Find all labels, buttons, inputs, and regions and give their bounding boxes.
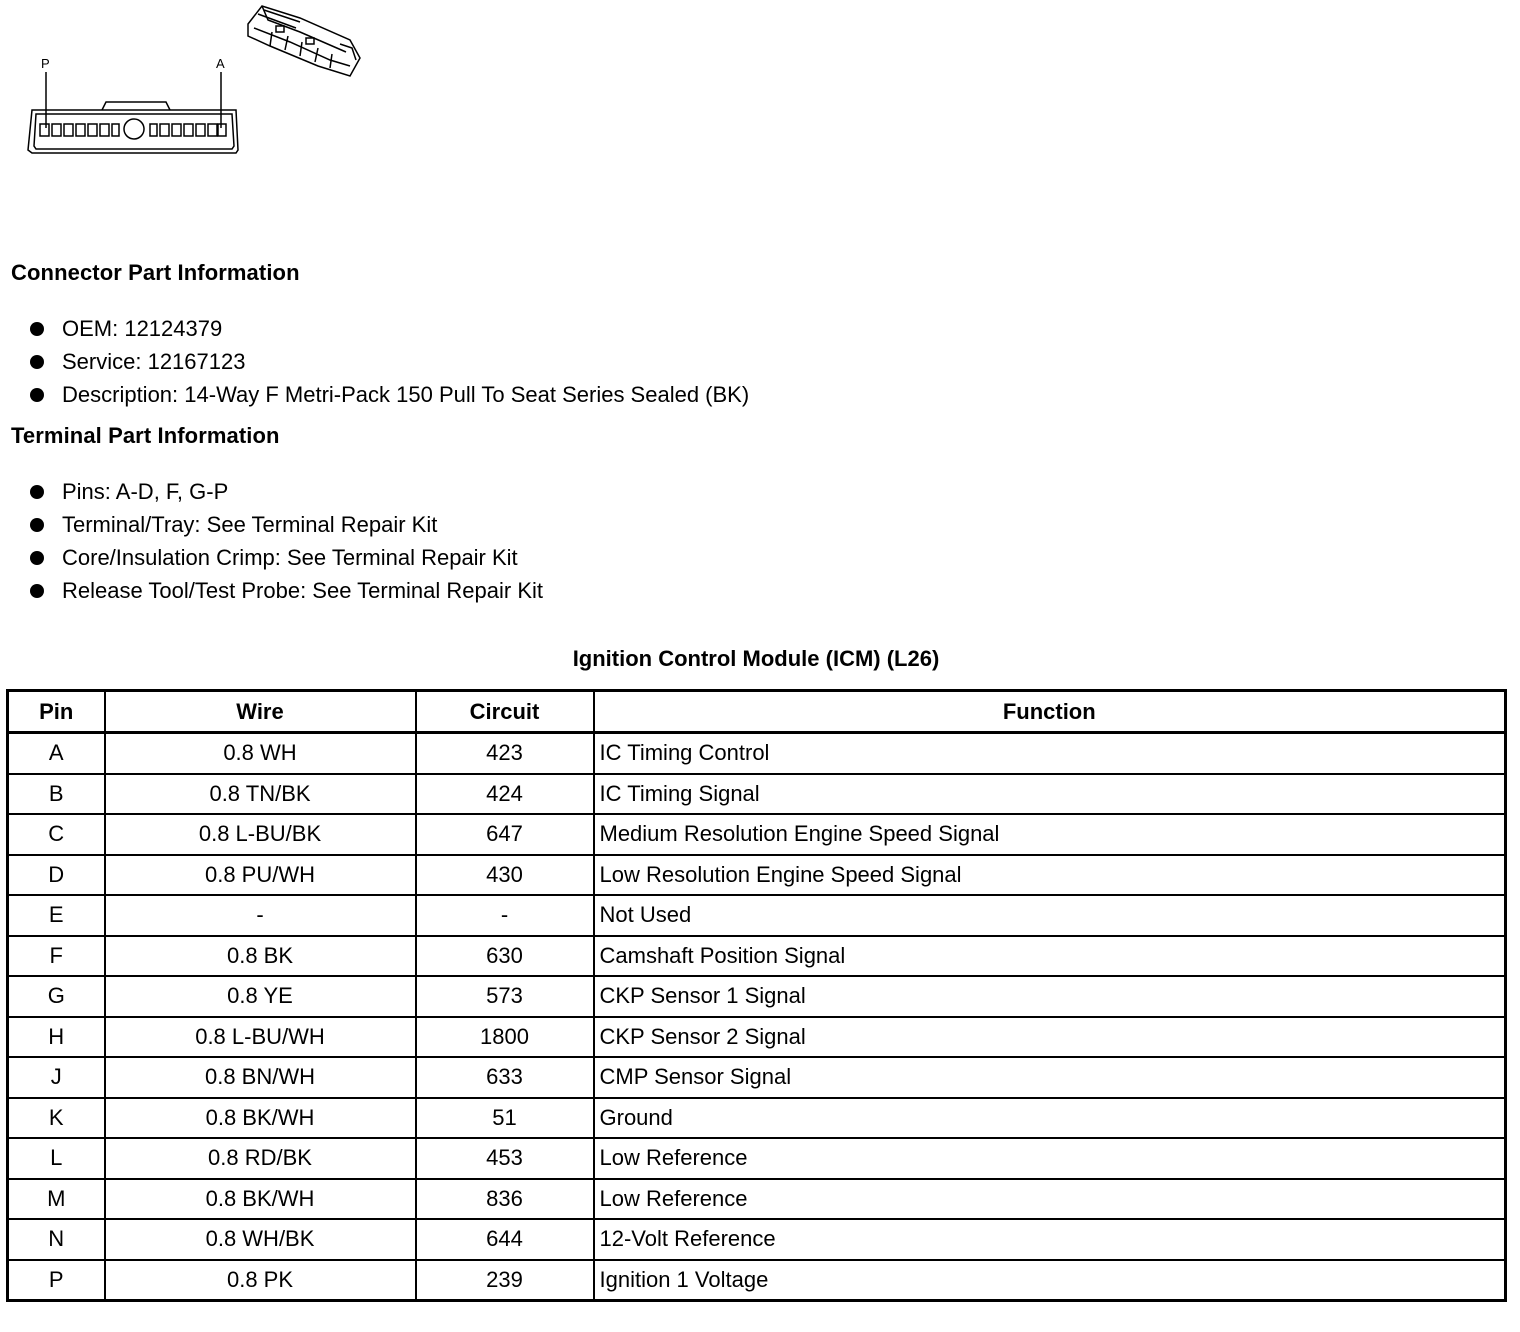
cell-wire: - — [105, 895, 416, 936]
table-row — [8, 855, 1506, 896]
cell-pin: N — [8, 1219, 105, 1260]
cell-pin: H — [8, 1017, 105, 1058]
header-circuit: Circuit — [416, 691, 594, 733]
table-row — [8, 1138, 1506, 1179]
table-row — [8, 814, 1506, 855]
cell-wire: 0.8 YE — [105, 976, 416, 1017]
table-row — [8, 936, 1506, 977]
list-item-text: Service: 12167123 — [62, 349, 246, 374]
cell-circuit: 1800 — [416, 1017, 594, 1058]
list-item-text: Description: 14-Way F Metri-Pack 150 Pull To Seat Series Sealed (BK) — [62, 382, 750, 407]
cell-pin: G — [8, 976, 105, 1017]
cell-circuit: 430 — [416, 855, 594, 896]
header-function: Function — [594, 691, 1506, 733]
list-item-text: OEM: 12124379 — [62, 316, 223, 341]
list-item-text: Release Tool/Test Probe: See Terminal Repair Kit — [62, 578, 543, 603]
cell-circuit: 573 — [416, 976, 594, 1017]
bullet-icon — [30, 551, 44, 565]
cell-wire: 0.8 BN/WH — [105, 1057, 416, 1098]
cell-pin: E — [8, 895, 105, 936]
connector-part-heading: Connector Part Information — [11, 260, 300, 285]
table-row — [8, 1098, 1506, 1139]
cell-function: CKP Sensor 2 Signal — [594, 1017, 1506, 1058]
cell-wire: 0.8 BK/WH — [105, 1179, 416, 1220]
cell-circuit: 644 — [416, 1219, 594, 1260]
cell-pin: D — [8, 855, 105, 896]
cell-function: Low Resolution Engine Speed Signal — [594, 855, 1506, 896]
cell-pin: A — [8, 733, 105, 774]
cell-function: Ignition 1 Voltage — [594, 1260, 1506, 1301]
header-pin: Pin — [8, 691, 105, 733]
cell-wire: 0.8 WH/BK — [105, 1219, 416, 1260]
header-wire: Wire — [105, 691, 416, 733]
cell-circuit: 51 — [416, 1098, 594, 1139]
cell-function: IC Timing Control — [594, 733, 1506, 774]
list-item — [28, 345, 749, 378]
table-row — [8, 895, 1506, 936]
table-row — [8, 1260, 1506, 1301]
cell-circuit: 630 — [416, 936, 594, 977]
cell-function: Medium Resolution Engine Speed Signal — [594, 814, 1506, 855]
cell-circuit: 423 — [416, 733, 594, 774]
cell-function: CMP Sensor Signal — [594, 1057, 1506, 1098]
cell-function: Ground — [594, 1098, 1506, 1139]
cell-pin: M — [8, 1179, 105, 1220]
pin-label-a: A — [216, 56, 225, 71]
connector-face — [28, 102, 238, 153]
cell-circuit: 647 — [416, 814, 594, 855]
cell-wire: 0.8 TN/BK — [105, 774, 416, 815]
cell-pin: C — [8, 814, 105, 855]
connector-iso-icon — [248, 6, 360, 76]
connector-diagram — [0, 0, 380, 170]
cell-function: IC Timing Signal — [594, 774, 1506, 815]
cell-function: CKP Sensor 1 Signal — [594, 976, 1506, 1017]
cell-function: Not Used — [594, 895, 1506, 936]
cell-wire: 0.8 BK/WH — [105, 1098, 416, 1139]
bullet-icon — [30, 584, 44, 598]
list-item-text: Core/Insulation Crimp: See Terminal Repair Kit — [62, 545, 518, 570]
cell-pin: B — [8, 774, 105, 815]
pin-label-p: P — [41, 56, 50, 71]
list-item — [28, 312, 749, 345]
connector-part-list — [28, 312, 749, 411]
bullet-icon — [30, 388, 44, 402]
table-row — [8, 1179, 1506, 1220]
list-item — [28, 475, 543, 508]
table-row — [8, 774, 1506, 815]
pinout-table — [6, 689, 1507, 1302]
bullet-icon — [30, 518, 44, 532]
list-item — [28, 508, 543, 541]
terminal-part-heading: Terminal Part Information — [11, 423, 280, 448]
cell-wire: 0.8 WH — [105, 733, 416, 774]
table-row — [8, 1017, 1506, 1058]
table-header-row — [8, 691, 1506, 733]
cell-circuit: 424 — [416, 774, 594, 815]
cell-circuit: 453 — [416, 1138, 594, 1179]
list-item-text: Pins: A-D, F, G-P — [62, 479, 229, 504]
cell-pin: K — [8, 1098, 105, 1139]
cell-circuit: 239 — [416, 1260, 594, 1301]
cell-function: Low Reference — [594, 1138, 1506, 1179]
table-row — [8, 1057, 1506, 1098]
cell-pin: P — [8, 1260, 105, 1301]
table-row — [8, 976, 1506, 1017]
cell-pin: J — [8, 1057, 105, 1098]
cell-function: Camshaft Position Signal — [594, 936, 1506, 977]
terminal-part-list — [28, 475, 543, 607]
cell-pin: L — [8, 1138, 105, 1179]
bullet-icon — [30, 485, 44, 499]
table-row — [8, 733, 1506, 774]
cell-circuit: - — [416, 895, 594, 936]
cell-wire: 0.8 L-BU/BK — [105, 814, 416, 855]
list-item — [28, 574, 543, 607]
table-row — [8, 1219, 1506, 1260]
cell-wire: 0.8 PK — [105, 1260, 416, 1301]
cell-circuit: 633 — [416, 1057, 594, 1098]
cell-function: Low Reference — [594, 1179, 1506, 1220]
cell-wire: 0.8 L-BU/WH — [105, 1017, 416, 1058]
bullet-icon — [30, 322, 44, 336]
cell-function: 12-Volt Reference — [594, 1219, 1506, 1260]
list-item — [28, 541, 543, 574]
table-title: Ignition Control Module (ICM) (L26) — [572, 646, 940, 671]
cell-pin: F — [8, 936, 105, 977]
cell-wire: 0.8 PU/WH — [105, 855, 416, 896]
list-item-text: Terminal/Tray: See Terminal Repair Kit — [62, 512, 438, 537]
cell-wire: 0.8 RD/BK — [105, 1138, 416, 1179]
cell-wire: 0.8 BK — [105, 936, 416, 977]
bullet-icon — [30, 355, 44, 369]
cell-circuit: 836 — [416, 1179, 594, 1220]
list-item — [28, 378, 749, 411]
